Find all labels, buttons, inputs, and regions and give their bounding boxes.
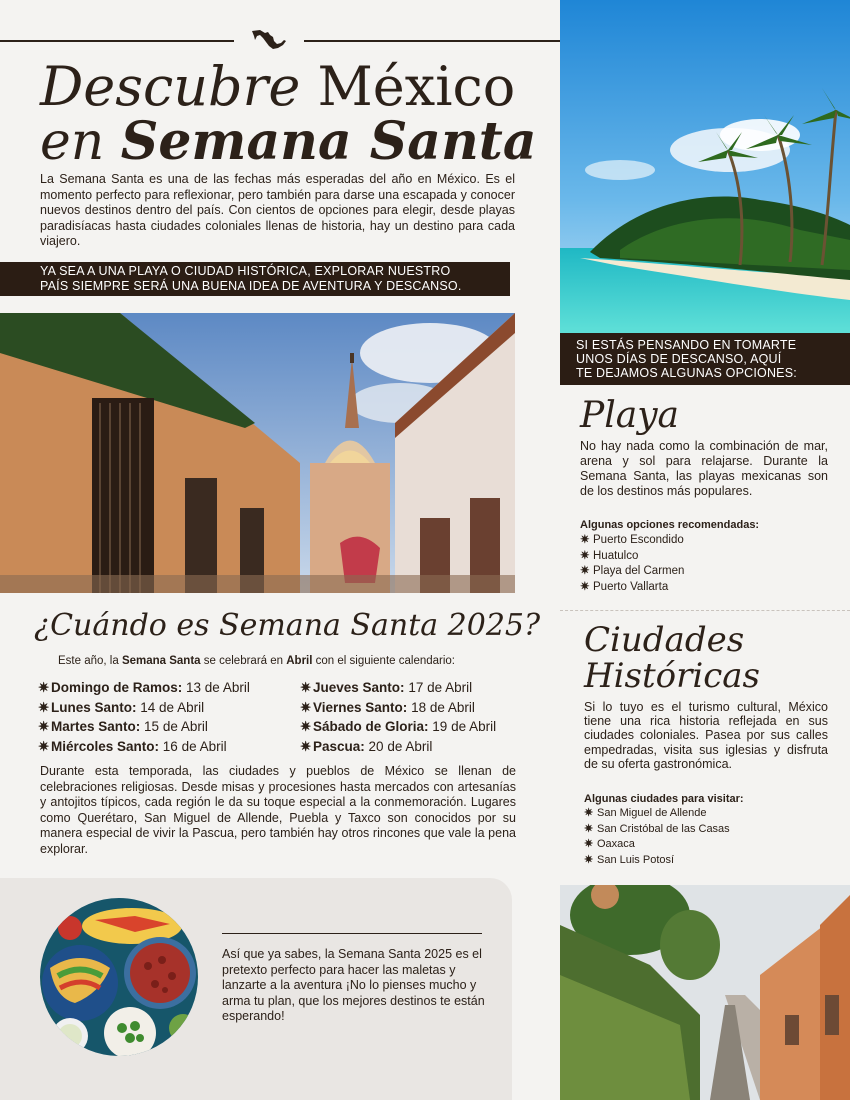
list-item: ✷ San Luis Potosí: [584, 853, 730, 869]
bullet-star-icon: ✷: [580, 549, 590, 562]
page-title-line1: Descubre México: [40, 55, 516, 118]
list-item: ✷ Playa del Carmen: [580, 564, 684, 580]
beach-photo: [560, 0, 850, 333]
celebrations-paragraph: Durante esta temporada, las ciudades y pueblos de México se llenan de celebraciones religiosas. Desde misas y procesiones hasta mercados con artesanías y antojitos típicos, cada región le da su toque especial a la conmemoración. Lugares como Querétaro, San Miguel de Allende, Puebla y Taxco son conocidos por su manera especial de vivir la Pascua, pero también hay otros rincones que vale la pena explorar.: [40, 764, 516, 856]
calendar-row: ✷ Miércoles Santo: 16 de Abril: [38, 737, 250, 757]
bullet-star-icon: ✷: [38, 699, 50, 715]
calendar-row: ✷ Pascua: 20 de Abril: [300, 737, 496, 757]
calendar-heading: ¿Cuándo es Semana Santa 2025?: [34, 608, 541, 643]
calendar-row: ✷ Lunes Santo: 14 de Abril: [38, 698, 250, 718]
playa-list: [580, 533, 684, 595]
bullet-star-icon: ✷: [584, 807, 594, 819]
list-item: ✷ Puerto Vallarta: [580, 580, 684, 596]
colonial-street-photo: [0, 313, 515, 593]
bullet-star-icon: ✷: [300, 680, 312, 695]
bullet-star-icon: ✷: [584, 853, 594, 866]
bullet-star-icon: ✷: [580, 580, 590, 593]
bullet-star-icon: ✷: [584, 838, 594, 850]
calendar-row: ✷ Jueves Santo: 17 de Abril: [300, 678, 496, 698]
list-item: ✷ Puerto Escondido: [580, 533, 684, 549]
options-banner: SI ESTÁS PENSANDO EN TOMARTE UNOS DÍAS DE DESCANSO, AQUÍ TE DEJAMOS ALGUNAS OPCIONES:: [560, 333, 850, 385]
page-title-line2: en Semana Santa: [40, 111, 537, 172]
town-street-photo: [560, 885, 850, 1100]
ciudades-list: [584, 806, 730, 868]
calendar-row: ✷ Viernes Santo: 18 de Abril: [300, 698, 496, 718]
list-item: ✷ San Miguel de Allende: [584, 806, 730, 822]
section-divider: [560, 610, 850, 611]
bullet-star-icon: ✷: [38, 680, 50, 695]
playa-paragraph: No hay nada como la combinación de mar, arena y sol para relajarse. Durante la Semana Santa, las playas mexicanas son de los destinos más populares.: [580, 439, 828, 498]
calendar-intro: Este año, la Semana Santa se celebrará en Abril con el siguiente calendario:: [58, 655, 456, 667]
header-rule-left: [0, 40, 234, 42]
bullet-star-icon: ✷: [38, 719, 50, 734]
calendar-list-right: [300, 678, 496, 756]
ciudades-list-heading: Algunas ciudades para visitar:: [584, 793, 744, 805]
bullet-star-icon: ✷: [584, 822, 594, 835]
bullet-star-icon: ✷: [300, 738, 312, 754]
list-item: ✷ San Cristóbal de las Casas: [584, 822, 730, 838]
list-item: ✷ Oaxaca: [584, 837, 730, 853]
intro-paragraph: La Semana Santa es una de las fechas más esperadas del año en México. Es el momento perfecto para reflexionar, pero también para darse una escapada y conocer nuevos destinos dentro del país. Con cientos de opciones para elegir, desde playas paradisíacas hasta ciudades coloniales llenas de historia, hay un destino para cada viajero.: [40, 172, 515, 248]
calendar-row: ✷ Sábado de Gloria: 19 de Abril: [300, 717, 496, 737]
closing-rule: [222, 933, 482, 934]
mexico-map-icon: [251, 29, 287, 51]
ciudades-heading: Ciudades Históricas: [584, 620, 760, 696]
bullet-star-icon: ✷: [580, 565, 590, 577]
ciudades-paragraph: Si lo tuyo es el turismo cultural, México tiene una rica historia reflejada en sus ciudades coloniales. Pasea por sus calles empedradas, visita sus iglesias y disfruta de su oferta gastronómica.: [584, 700, 828, 771]
bullet-star-icon: ✷: [580, 534, 590, 546]
closing-paragraph: Así que ya sabes, la Semana Santa 2025 es el pretexto perfecto para hacer las maletas y lanzarte a la aventura ¡No lo pienses mucho y arma tu plan, que los mejores destinos te están esperando!: [222, 947, 485, 1023]
highlight-banner: YA SEA A UNA PLAYA O CIUDAD HISTÓRICA, EXPLORAR NUESTRO PAÍS SIEMPRE SERÁ UNA BUENA IDEA DE AVENTURA Y DESCANSO.: [0, 262, 510, 296]
list-item: ✷ Huatulco: [580, 549, 684, 565]
calendar-row: ✷ Martes Santo: 15 de Abril: [38, 717, 250, 737]
mexican-food-photo: [40, 898, 198, 1056]
bullet-star-icon: ✷: [300, 699, 312, 715]
playa-heading: Playa: [580, 395, 679, 436]
bullet-star-icon: ✷: [300, 719, 312, 734]
calendar-row: ✷ Domingo de Ramos: 13 de Abril: [38, 678, 250, 698]
bullet-star-icon: ✷: [38, 738, 50, 754]
playa-list-heading: Algunas opciones recomendadas:: [580, 519, 760, 531]
calendar-list-left: [38, 678, 250, 756]
